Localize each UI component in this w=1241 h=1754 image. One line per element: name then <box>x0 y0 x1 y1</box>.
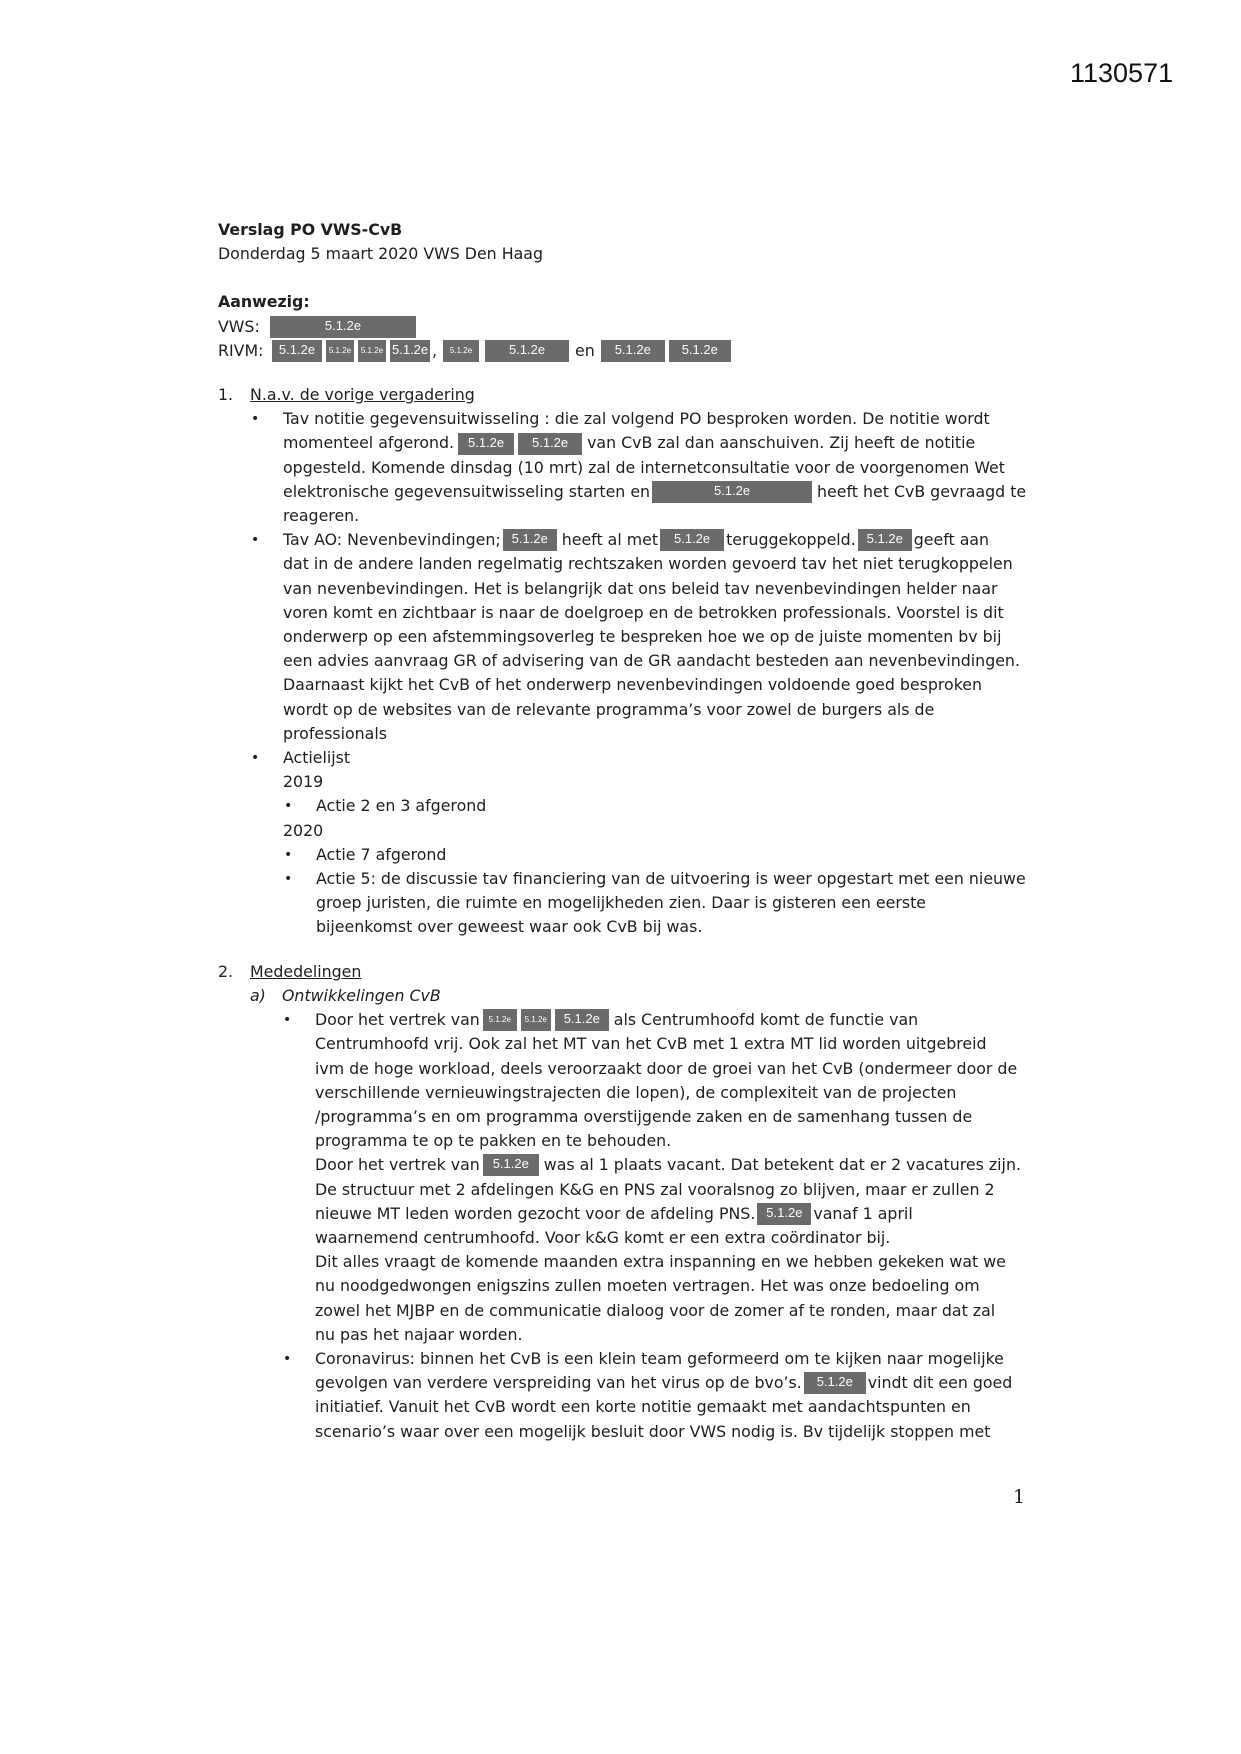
section-1-title: N.a.v. de vorige vergadering <box>250 385 475 405</box>
redaction: 5.1.2e <box>518 433 582 455</box>
section-2-heading <box>218 960 1030 984</box>
year-2020: 2020 <box>283 820 324 840</box>
actielijst-label: Actielijst <box>283 748 351 768</box>
bullet-icon: • <box>251 532 260 549</box>
text-line: De structuur met 2 afdelingen K&G en PNS zal vooralsnog zo blijven, maar er zullen 2 <box>315 1179 995 1199</box>
text-line: Tav notitie gegevensuitwisseling : die zal volgend PO besproken worden. De notitie wordt <box>283 409 990 429</box>
redaction: 5.1.2e <box>660 529 724 551</box>
redaction: 5.1.2e <box>804 1372 866 1394</box>
text-fragment: heeft al met <box>561 530 659 550</box>
text-line <box>283 528 1020 552</box>
list-item <box>250 407 1030 528</box>
redaction: 5.1.2e <box>485 340 569 362</box>
text-line: waarnemend centrumhoofd. Voor k&G komt er een extra coördinator bij. <box>315 1227 891 1247</box>
redaction: 5.1.2e <box>669 340 731 362</box>
bullet-icon: • <box>283 1350 292 1367</box>
text-fragment: geeft aan <box>913 530 990 550</box>
redaction: 5.1.2e <box>326 340 354 362</box>
section-2-number: 2. <box>218 961 234 981</box>
text-line: opgesteld. Komende dinsdag (10 mrt) zal de internetconsultatie voor de voorgenomen Wet <box>283 457 1005 477</box>
redaction: 5.1.2e <box>483 1009 517 1031</box>
text-fragment: heeft het CvB gevraagd te <box>817 481 1027 501</box>
section-1-number: 1. <box>218 385 234 405</box>
text-line: Actie 2 en 3 afgerond <box>316 796 487 816</box>
redaction: 5.1.2e <box>458 433 514 455</box>
text-line: nu noodgedwongen enigszins zullen moeten vertragen. Het was onze bedoeling om <box>315 1276 980 1296</box>
bullet-icon: • <box>284 798 293 815</box>
text-fragment: als Centrumhoofd komt de functie van <box>613 1010 919 1030</box>
redaction: 5.1.2e <box>483 1154 539 1176</box>
redaction: 5.1.2e <box>390 340 430 362</box>
section-2-title: Mededelingen <box>250 961 362 981</box>
text-fragment: Door het vertrek van <box>315 1155 480 1175</box>
attendance-vws <box>218 315 1030 339</box>
text-line: van nevenbevindingen. Het is belangrijk dat ons beleid tav nevenbevindingen helder naar <box>283 578 998 598</box>
text-line: wordt op de websites van de relevante programma’s voor zowel de burgers als de <box>283 699 935 719</box>
list-item <box>282 1008 1030 1347</box>
redaction: 5.1.2e <box>358 340 386 362</box>
redaction: 5.1.2e <box>443 340 479 362</box>
bullet-icon: • <box>251 411 260 428</box>
text-line: ivm de hoge workload, deels veroorzaakt door de groei van het CvB (ondermeer door de <box>315 1058 1018 1078</box>
text-line: dat in de andere landen regelmatig rechtszaken worden gevoerd tav het niet terugkoppelen <box>283 554 1013 574</box>
section-1-heading <box>218 383 1030 407</box>
text-fragment: elektronische gegevensuitwisseling starten en <box>283 481 651 501</box>
list-item <box>250 746 1030 940</box>
comma: , <box>432 340 438 360</box>
bullet-icon: • <box>284 846 293 863</box>
list-item <box>282 1347 1030 1444</box>
text-line: /programma’s en om programma overstijgende zaken en de samenhang tussen de <box>315 1106 973 1126</box>
text-line: groep juristen, die ruimte en mogelijkheden zien. Daar is gisteren een eerste <box>316 893 926 913</box>
report-title: Verslag PO VWS-CvB <box>218 220 403 239</box>
text-line: reageren. <box>283 506 360 526</box>
text-fragment: teruggekoppeld. <box>726 530 856 550</box>
document-body <box>218 218 1030 1444</box>
year-2019: 2019 <box>283 772 324 792</box>
section-2-bullets <box>250 1008 1030 1444</box>
text-fragment: gevolgen van verdere verspreiding van het virus op de bvo’s. <box>315 1373 802 1393</box>
attendance-heading: Aanwezig: <box>218 292 310 312</box>
text-fragment: Tav AO: Nevenbevindingen; <box>283 530 501 550</box>
subsection-a-heading <box>250 984 1030 1008</box>
redaction: 5.1.2e <box>858 529 912 551</box>
redaction: 5.1.2e <box>272 340 322 362</box>
text-line <box>315 1202 1021 1226</box>
text-line: voren komt en zichtbaar is naar de doelgroep en de betrokken professionals. Voorstel is dit <box>283 602 1004 622</box>
text-line: Actie 7 afgerond <box>316 844 447 864</box>
page-number: 1 <box>1013 1486 1026 1508</box>
list-item <box>283 794 1026 818</box>
text-line: een advies aanvraag GR of advisering van de GR aandacht besteden aan nevenbevindingen. <box>283 651 1020 671</box>
text-line <box>283 480 1026 504</box>
text-line: verschillende vernieuwingstrajecten die lopen), de complexiteit van de projecten <box>315 1082 957 1102</box>
text-fragment: nieuwe MT leden worden gezocht voor de afdeling PNS. <box>315 1203 756 1223</box>
vws-label: VWS: <box>218 316 260 336</box>
attendance-rivm <box>218 339 1030 363</box>
text-line: Actie 5: de discussie tav financiering van de uitvoering is weer opgestart met een nieuwe <box>316 869 1026 889</box>
redaction: 5.1.2e <box>555 1009 609 1031</box>
text-line: onderwerp op een afstemmingsoverleg te bespreken hoe we op de juiste momenten bv bij <box>283 627 1002 647</box>
text-fragment: momenteel afgerond. <box>283 433 455 453</box>
list-item <box>283 843 1026 867</box>
redaction: 5.1.2e <box>503 529 557 551</box>
text-line: professionals <box>283 723 387 743</box>
text-line: scenario’s waar over een mogelijk besluit door VWS nodig is. Bv tijdelijk stoppen met <box>315 1421 991 1441</box>
bullet-icon: • <box>283 1012 292 1029</box>
list-item <box>283 867 1026 940</box>
text-line: programma te op te pakken en te behouden. <box>315 1131 672 1151</box>
text-fragment: vanaf 1 april <box>813 1203 913 1223</box>
text-fragment: van CvB zal dan aanschuiven. Zij heeft de notitie <box>587 433 976 453</box>
rivm-label: RIVM: <box>218 340 264 360</box>
bullet-icon: • <box>251 750 260 767</box>
redaction: 5.1.2e <box>521 1009 551 1031</box>
list-item <box>250 528 1030 746</box>
redaction: 5.1.2e <box>757 1203 811 1225</box>
text-line: Daarnaast kijkt het CvB of het onderwerp nevenbevindingen voldoende goed besproken <box>283 675 983 695</box>
subsection-title: Ontwikkelingen CvB <box>282 985 441 1005</box>
text-line <box>315 1153 1021 1177</box>
text-line: Centrumhoofd vrij. Ook zal het MT van het CvB met 1 extra MT lid worden uitgebreid <box>315 1034 987 1054</box>
redaction: 5.1.2e <box>652 481 812 503</box>
text-fragment: Door het vertrek van <box>315 1010 480 1030</box>
bullet-icon: • <box>284 871 293 888</box>
document-number: 1130571 <box>1070 58 1174 88</box>
text-line <box>315 1008 1021 1032</box>
text-fragment: was al 1 plaats vacant. Dat betekent dat er 2 vacatures zijn. <box>543 1155 1021 1175</box>
text-line: initiatief. Vanuit het CvB wordt een korte notitie gemaakt met aandachtspunten en <box>315 1397 971 1417</box>
text-line: nu pas het najaar worden. <box>315 1324 523 1344</box>
text-line <box>283 431 1026 455</box>
redaction: 5.1.2e <box>270 316 416 338</box>
text-line <box>315 1371 1012 1395</box>
redaction: 5.1.2e <box>601 340 665 362</box>
report-subtitle: Donderdag 5 maart 2020 VWS Den Haag <box>218 244 543 264</box>
text-line: Dit alles vraagt de komende maanden extra inspanning en we hebben gekeken wat we <box>315 1252 1006 1272</box>
text-fragment: vindt dit een goed <box>867 1373 1013 1393</box>
en-text: en <box>575 340 595 360</box>
text-line: Coronavirus: binnen het CvB is een klein team geformeerd om te kijken naar mogelijke <box>315 1348 1004 1368</box>
text-line: bijeenkomst over geweest waar ook CvB bij was. <box>316 917 703 937</box>
subsection-letter: a) <box>250 985 266 1005</box>
section-1-bullets <box>250 407 1030 939</box>
text-line: zowel het MJBP en de communicatie dialoog voor de zomer af te ronden, maar dat zal <box>315 1300 996 1320</box>
